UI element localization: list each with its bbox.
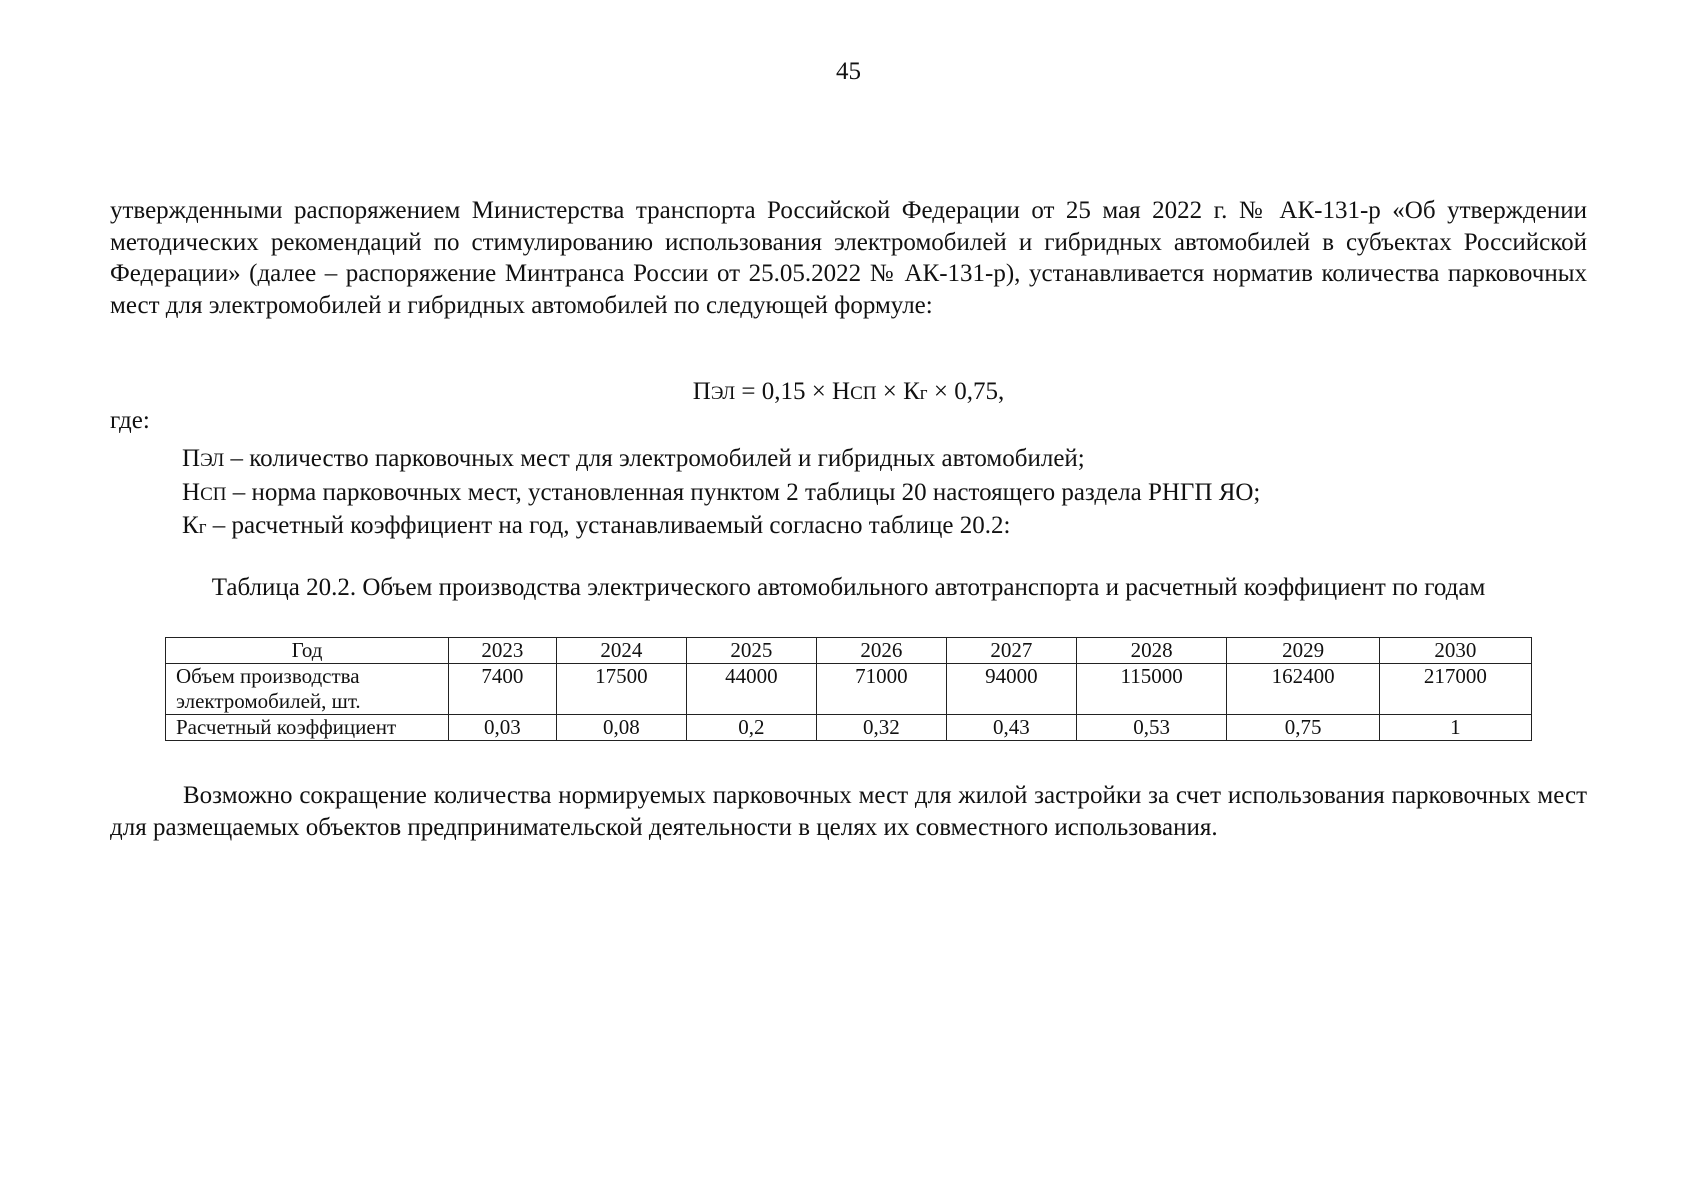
definition-symbol: Н <box>182 478 201 506</box>
table-cell: 94000 <box>946 664 1076 715</box>
table-year-cell: 2028 <box>1076 638 1227 664</box>
table-header-label: Год <box>166 638 449 664</box>
table-cell: 1 <box>1379 715 1531 741</box>
definition-symbol-sub: СП <box>200 483 227 505</box>
table-cell: 0,53 <box>1076 715 1227 741</box>
page-number: 45 <box>836 58 861 85</box>
definition-symbol-sub: ЭЛ <box>200 450 225 471</box>
table-year-cell: 2026 <box>816 638 946 664</box>
table-year-cell: 2027 <box>946 638 1076 664</box>
table-header-row <box>166 638 1532 664</box>
table-cell: 7400 <box>449 664 557 715</box>
table-cell: 0,43 <box>946 715 1076 741</box>
table-year-cell: 2023 <box>449 638 557 664</box>
table-cell: 0,03 <box>449 715 557 741</box>
formula-k-sub: г <box>919 383 928 404</box>
table-year-cell: 2029 <box>1227 638 1379 664</box>
table-cell: 0,2 <box>686 715 816 741</box>
table-cell: 0,08 <box>556 715 686 741</box>
table-row-label: Объем производства электромобилей, шт. <box>166 664 449 715</box>
intro-paragraph: утвержденными распоряжением Министерства транспорта Российской Федерации от 25 мая 2022 г. № АК-131-р «Об утверждении методических рекомендаций по стимулированию использования электромобилей и гибридных автомобилей в субъектах Российской Федерации» (далее – распоряжение Минтранса России от 25.05.2022 № АК-131-р), устанавливается норматив количества парковочных мест для электромобилей и гибридных автомобилей по следующей формуле: <box>110 197 1587 319</box>
table-cell: 162400 <box>1227 664 1379 715</box>
table-cell: 17500 <box>556 664 686 715</box>
table-row-label: Расчетный коэффициент <box>166 715 449 741</box>
formula <box>0 378 1697 406</box>
table-row <box>166 664 1532 715</box>
formula-mid: = 0,15 × Н <box>735 378 851 405</box>
formula-tail: × 0,75, <box>927 378 1005 405</box>
table-cell: 0,32 <box>816 715 946 741</box>
table-cell: 115000 <box>1076 664 1227 715</box>
definition-text: – расчетный коэффициент на год, устанавливаемый согласно таблице 20.2: <box>206 512 1011 539</box>
definition-text: – количество парковочных мест для электромобилей и гибридных автомобилей; <box>224 445 1085 472</box>
definition-symbol: П <box>182 445 201 472</box>
table-year-cell: 2025 <box>686 638 816 664</box>
formula-p-sub: ЭЛ <box>710 383 736 404</box>
formula-p: П <box>692 378 711 405</box>
table-cell: 0,75 <box>1227 715 1379 741</box>
definition-p-el <box>182 443 1260 477</box>
definition-symbol-sub: г <box>198 517 207 538</box>
table-cell: 71000 <box>816 664 946 715</box>
where-label: где: <box>110 407 150 434</box>
definition-symbol: К <box>182 512 199 539</box>
table-year-cell: 2030 <box>1379 638 1531 664</box>
table-year-cell: 2024 <box>556 638 686 664</box>
table-cell: 44000 <box>686 664 816 715</box>
table-caption: Таблица 20.2. Объем производства электрического автомобильного автотранспорта и расчетный коэффициент по годам <box>211 574 1486 601</box>
definition-n-sp <box>182 477 1260 511</box>
definition-list <box>182 443 1260 544</box>
formula-n-sub: СП <box>850 383 877 404</box>
definition-k-g <box>182 510 1260 544</box>
formula-k: × К <box>876 378 920 405</box>
production-coefficient-table <box>165 637 1532 741</box>
definition-text: – норма парковочных мест, установленная пунктом 2 таблицы 20 настоящего раздела РНГП ЯО; <box>226 478 1261 506</box>
table-cell: 217000 <box>1379 664 1531 715</box>
table-row <box>166 715 1532 741</box>
closing-paragraph: Возможно сокращение количества нормируемых парковочных мест для жилой застройки за счет использования парковочных мест для размещаемых объектов предпринимательской деятельности в целях их совместного использования. <box>110 782 1587 841</box>
